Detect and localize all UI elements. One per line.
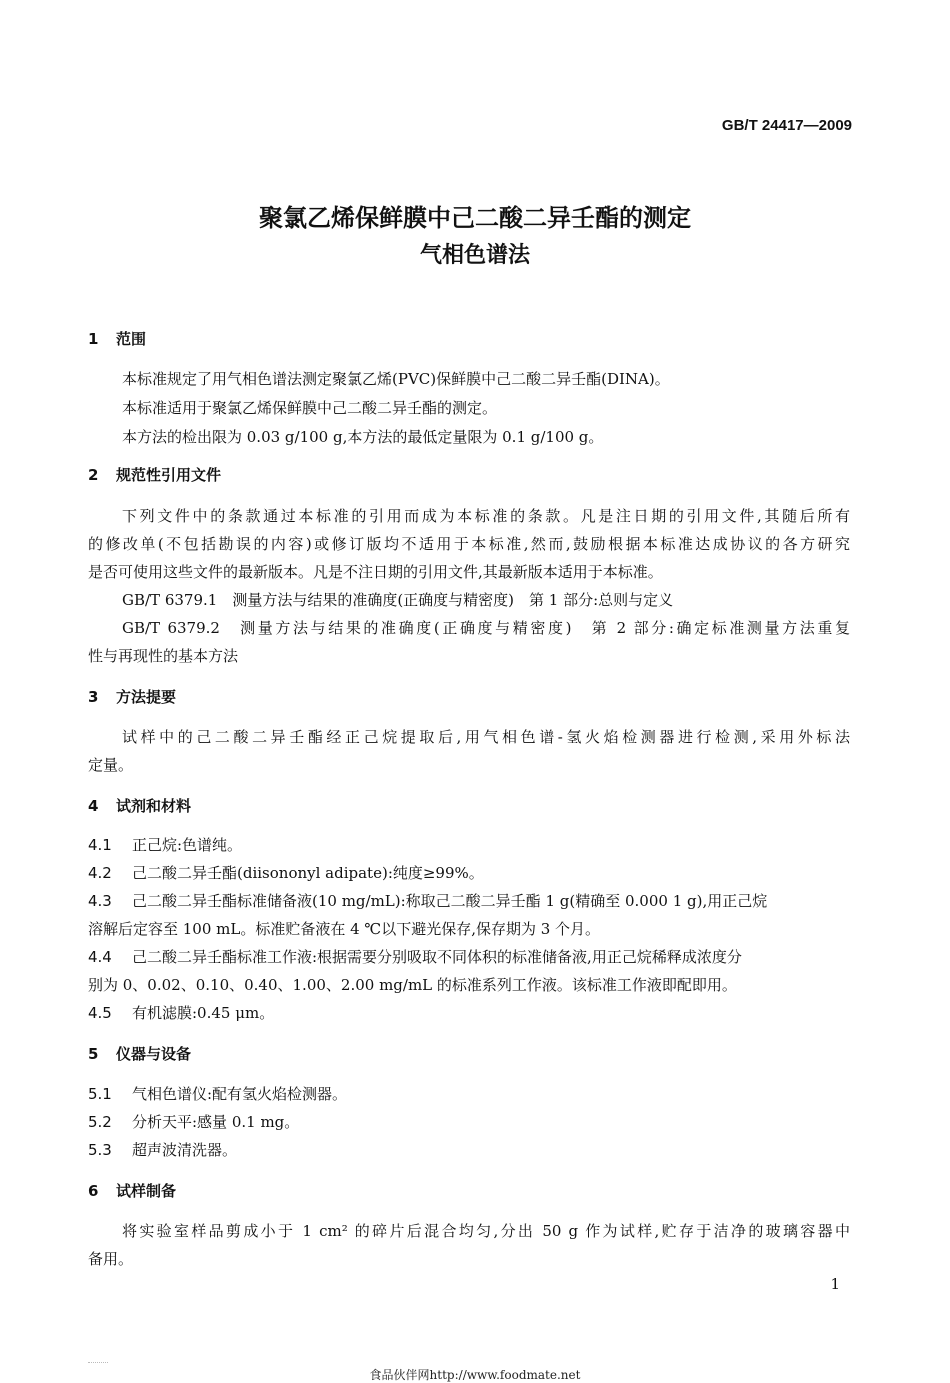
paragraph-line: 备用。 — [88, 1250, 134, 1268]
item-number: 4.3 — [88, 892, 112, 910]
section-title: 规范性引用文件 — [116, 466, 222, 484]
section-title: 方法提要 — [116, 688, 177, 706]
list-item — [88, 1083, 850, 1104]
list-item-continuation: 溶解后定容至 100 mL。标准贮备液在 4 ℃以下避光保存,保存期为 3 个月。 — [88, 920, 601, 938]
section-number: 6 — [88, 1182, 99, 1200]
list-item — [88, 1002, 850, 1023]
section-number: 2 — [88, 466, 99, 484]
section-number: 3 — [88, 688, 99, 706]
section-heading-scope — [88, 328, 146, 349]
reference-entry: GB/T 6379.2 测量方法与结果的准确度(正确度与精密度) 第 2 部分:确定标准测量方法重复 — [122, 619, 850, 637]
section-heading-principle — [88, 686, 176, 707]
standard-code: GB/T 24417—2009 — [721, 117, 852, 134]
list-item — [88, 890, 850, 911]
section-title: 范围 — [116, 330, 147, 348]
list-item-continuation: 别为 0、0.02、0.10、0.40、1.00、2.00 mg/mL 的标准系列工作液。该标准工作液即配即用。 — [88, 976, 737, 994]
item-text: 超声波清洗器。 — [132, 1141, 238, 1159]
item-text: 己二酸二异壬酯标准工作液:根据需要分别吸取不同体积的标准储备液,用正己烷稀释成浓度分 — [132, 948, 742, 966]
section-title: 试样制备 — [116, 1182, 177, 1200]
section-heading-references — [88, 464, 221, 485]
reference-entry: GB/T 6379.1 测量方法与结果的准确度(正确度与精密度) 第 1 部分:总则与定义 — [122, 591, 674, 609]
item-number: 4.5 — [88, 1004, 112, 1022]
list-item — [88, 1139, 850, 1160]
paragraph-line: 本标准规定了用气相色谱法测定聚氯乙烯(PVC)保鲜膜中己二酸二异壬酯(DINA)。 — [122, 370, 670, 388]
item-text: 有机滤膜:0.45 μm。 — [132, 1004, 275, 1022]
paragraph-line: 下列文件中的条款通过本标准的引用而成为本标准的条款。凡是注日期的引用文件,其随后所有 — [122, 507, 850, 525]
section-heading-apparatus — [88, 1043, 191, 1064]
reference-entry-continuation: 性与再现性的基本方法 — [88, 647, 239, 665]
item-number: 4.2 — [88, 864, 112, 882]
item-text: 己二酸二异壬酯(diisononyl adipate):纯度≥99%。 — [132, 864, 484, 882]
document-title: 聚氯乙烯保鲜膜中己二酸二异壬酯的测定 — [259, 204, 691, 232]
paragraph-line: 将实验室样品剪成小于 1 cm² 的碎片后混合均匀,分出 50 g 作为试样,贮存于洁净的玻璃容器中 — [122, 1222, 850, 1240]
item-text: 己二酸二异壬酯标准储备液(10 mg/mL):称取己二酸二异壬酯 1 g(精确至 0.000 1 g),用正己烷 — [132, 892, 768, 910]
item-number: 5.3 — [88, 1141, 112, 1159]
section-number: 5 — [88, 1045, 99, 1063]
document-subtitle: 气相色谱法 — [419, 243, 530, 268]
list-item — [88, 1111, 850, 1132]
paragraph-line: 本方法的检出限为 0.03 g/100 g,本方法的最低定量限为 0.1 g/100 g。 — [122, 428, 604, 446]
section-heading-sample-prep — [88, 1180, 176, 1201]
item-text: 分析天平:感量 0.1 mg。 — [132, 1113, 300, 1131]
paragraph-line: 的修改单(不包括勘误的内容)或修订版均不适用于本标准,然而,鼓励根据本标准达成协议的各方研究 — [88, 535, 850, 553]
paragraph-line: 是否可使用这些文件的最新版本。凡是不注日期的引用文件,其最新版本适用于本标准。 — [88, 563, 663, 581]
section-title: 试剂和材料 — [116, 797, 192, 815]
paragraph-line: 本标准适用于聚氯乙烯保鲜膜中己二酸二异壬酯的测定。 — [122, 399, 498, 417]
section-heading-reagents — [88, 795, 191, 816]
page-number: 1 — [830, 1275, 840, 1293]
item-number: 4.1 — [88, 836, 112, 854]
footer-url: 食品伙伴网http://www.foodmate.net — [369, 1368, 581, 1382]
list-item — [88, 946, 850, 967]
section-number: 4 — [88, 797, 99, 815]
list-item — [88, 862, 850, 883]
section-title: 仪器与设备 — [116, 1045, 192, 1063]
paragraph-line: 定量。 — [88, 756, 134, 774]
item-number: 5.1 — [88, 1085, 112, 1103]
item-number: 4.4 — [88, 948, 112, 966]
section-number: 1 — [88, 330, 99, 348]
list-item — [88, 834, 850, 855]
item-number: 5.2 — [88, 1113, 112, 1131]
paragraph-line: 试样中的己二酸二异壬酯经正己烷提取后,用气相色谱-氢火焰检测器进行检测,采用外标法 — [122, 728, 850, 746]
item-text: 正己烷:色谱纯。 — [132, 836, 243, 854]
item-text: 气相色谱仪:配有氢火焰检测器。 — [132, 1085, 348, 1103]
